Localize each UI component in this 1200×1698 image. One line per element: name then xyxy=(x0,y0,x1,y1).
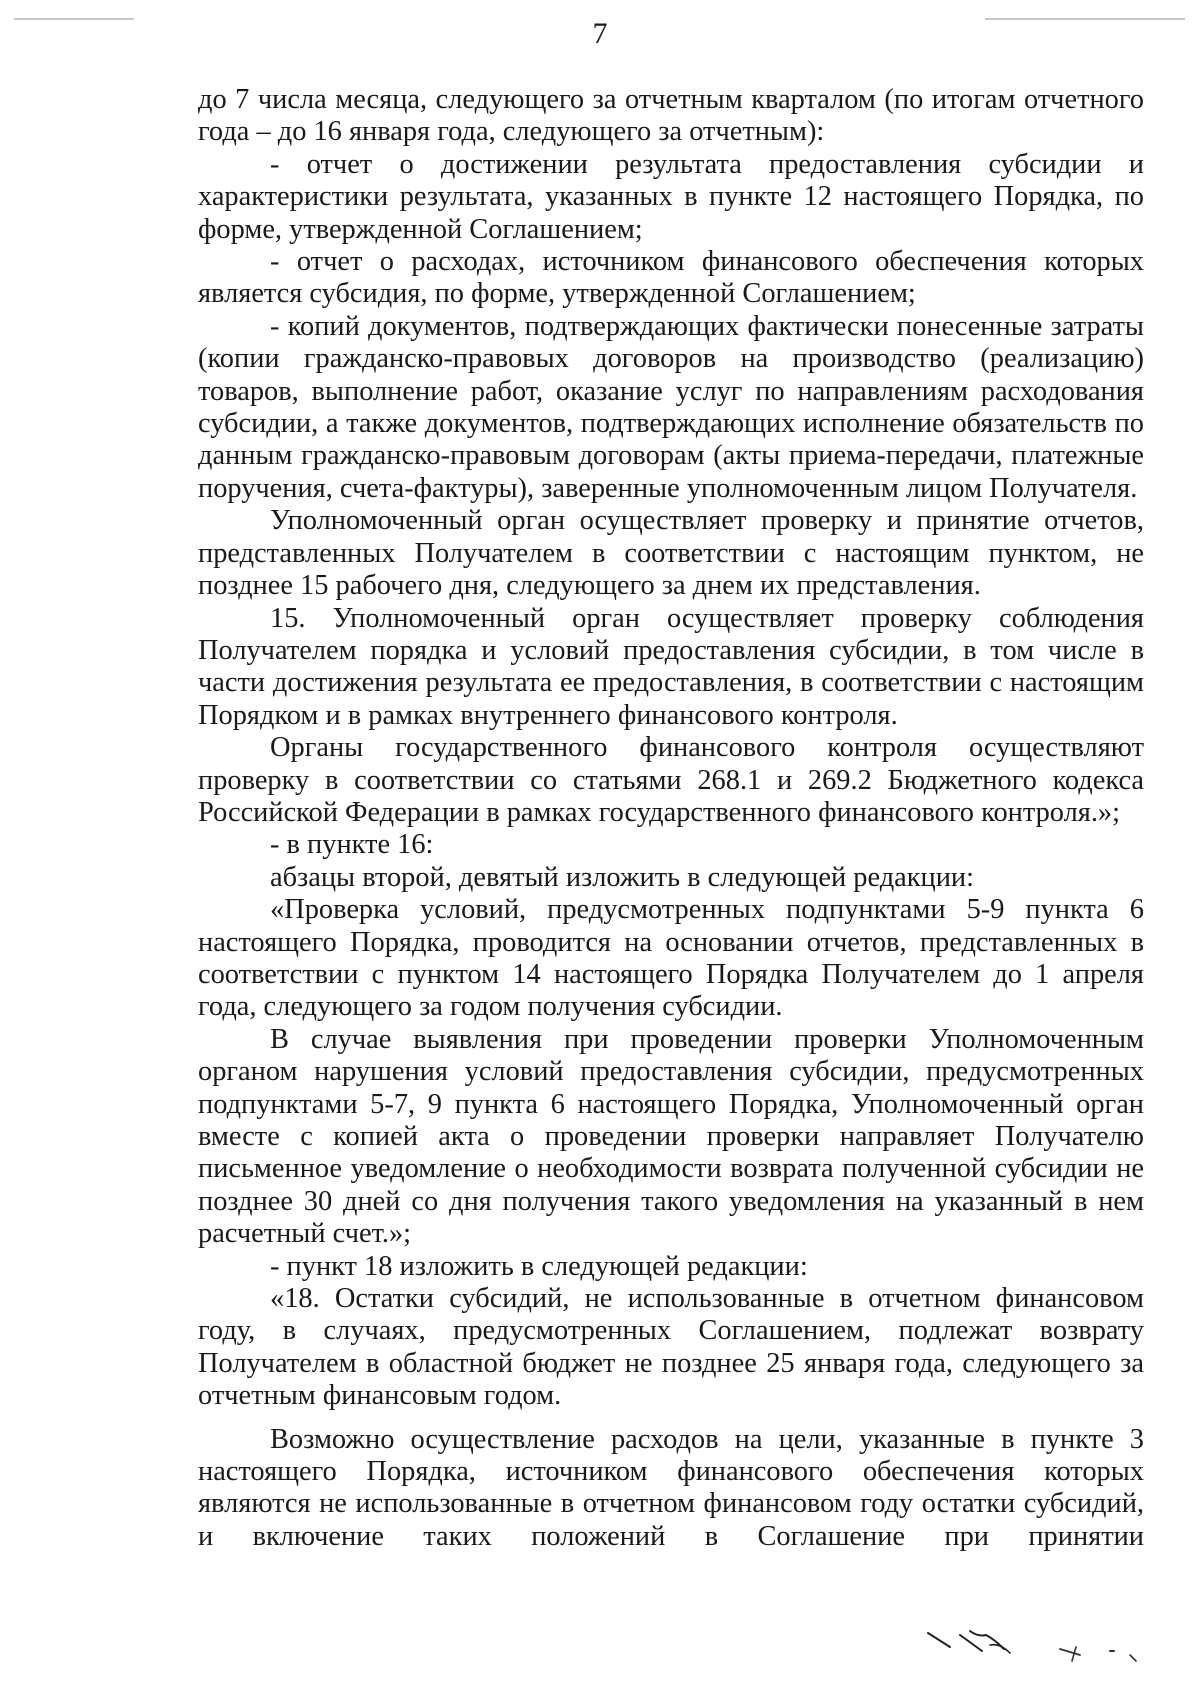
list-item-report-result: - отчет о достижении результата предоставления субсидии и характеристики результата, указанных в пункте 12 настоящего Порядка, по форме, утвержденной Соглашением; xyxy=(198,148,1144,245)
paragraph-clause-18-header: - пункт 18 изложить в следующей редакции: xyxy=(270,1250,808,1282)
page-number: 7 xyxy=(592,17,608,50)
document-body xyxy=(198,84,1144,1553)
paragraph-continuation: до 7 числа месяца, следующего за отчетным кварталом (по итогам отчетного года – до 16 января года, следующего за отчетным): xyxy=(198,84,1144,148)
paragraph-clause-15: 15. Уполномоченный орган осуществляет проверку соблюдения Получателем порядка и условий предоставления субсидии, в том числе в части достижения результата ее предоставления, в соответствии с настоящим Порядком и в рамках внутреннего финансового контроля. xyxy=(198,602,1144,731)
paragraph-clause-16-intro: абзацы второй, девятый изложить в следующей редакции: xyxy=(270,861,974,893)
list-item-report-expenses: - отчет о расходах, источником финансового обеспечения которых является субсидия, по форме, утвержденной Соглашением; xyxy=(198,246,1144,310)
paragraph-clause-18: «18. Остатки субсидий, не использованные в отчетном финансовом году, в случаях, предусмотренных Соглашением, подлежат возврату Получателем в областной бюджет не позднее 25 января года, следующего за отчетным финансовым годом. xyxy=(198,1283,1144,1412)
list-item-document-copies: - копий документов, подтверждающих фактически понесенные затраты (копии гражданско-правовых договоров на производство (реализацию) товаров, выполнение работ, оказание услуг по направлениям расходования субсидии, а также документов, подтверждающих исполнение обязательств по данным гражданско-правовым договорам (акты приема-передачи, платежные поручения, счета-фактуры), заверенные уполномоченным лицом Получателя. xyxy=(198,310,1144,504)
paragraph-report-verification: Уполномоченный орган осуществляет проверку и принятие отчетов, представленных Получателем в соответствии с настоящим пунктом, не позднее 15 рабочего дня, следующего за днем их представления. xyxy=(198,505,1144,602)
paragraph-remaining-subsidies: Возможно осуществление расходов на цели, указанные в пункте 3 настоящего Порядка, источником финансового обеспечения которых являются не использованные в отчетном финансовом году остатки субсидий, и включение таких положений в Соглашение при принятии xyxy=(198,1423,1144,1552)
paragraph-violation-notice: В случае выявления при проведении проверки Уполномоченным органом нарушения условий предоставления субсидии, предусмотренных подпунктами 5-7, 9 пункта 6 настоящего Порядка, Уполномоченный орган вместе с копией акта о проведении проверки направляет Получателю письменное уведомление о необходимости возврата полученной субсидии не позднее 30 дней со дня получения такого уведомления на указанный в нем расчетный счет.»; xyxy=(198,1023,1144,1250)
handwritten-initials-mark xyxy=(920,1625,1160,1675)
paragraph-verification-conditions: «Проверка условий, предусмотренных подпунктами 5-9 пункта 6 настоящего Порядка, проводится на основании отчетов, представленных в соответствии с пунктом 14 настоящего Порядка Получателем до 1 апреля года, следующего за годом получения субсидии. xyxy=(198,894,1144,1023)
paragraph-clause-16-header: - в пункте 16: xyxy=(270,829,434,861)
paragraph-state-control: Органы государственного финансового контроля осуществляют проверку в соответствии со статьями 268.1 и 269.2 Бюджетного кодекса Российской Федерации в рамках государственного финансового контроля.»; xyxy=(198,732,1144,828)
